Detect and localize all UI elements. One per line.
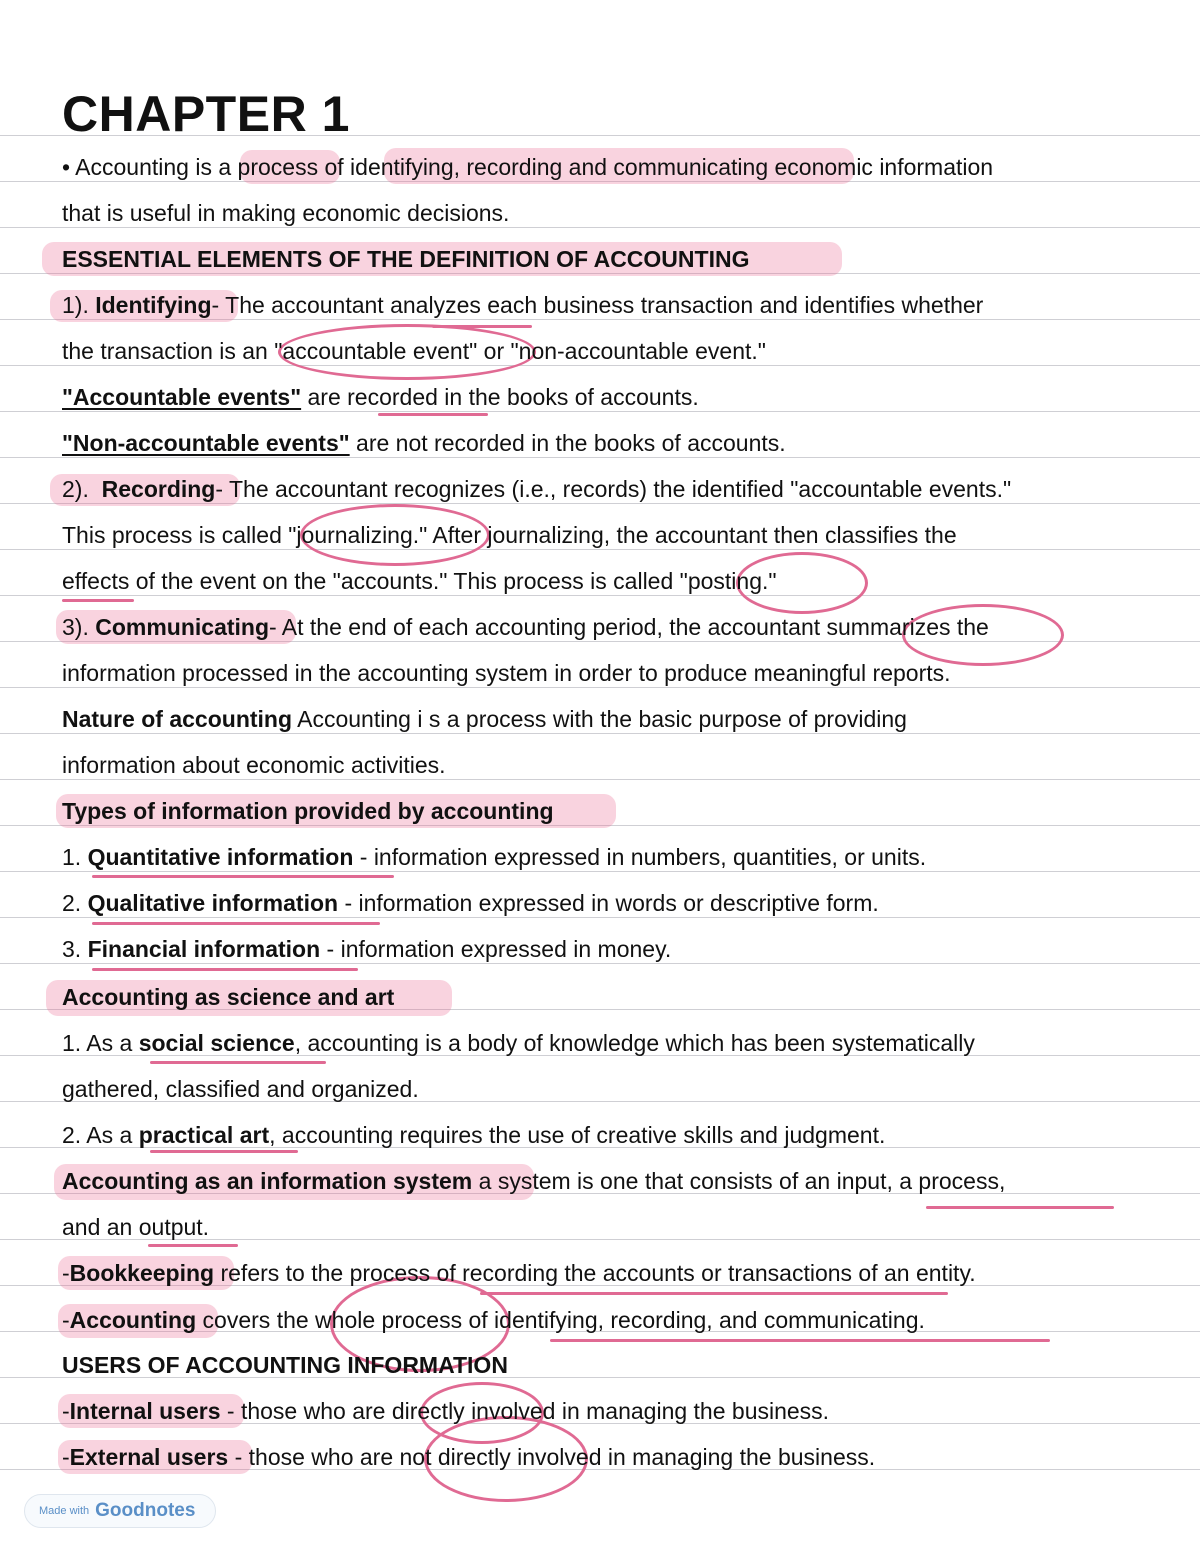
- types-item-quantitative: 1. Quantitative information - information expressed in numbers, quantities, or units.: [62, 844, 927, 870]
- science-art-heading: Accounting as science and art: [62, 984, 395, 1010]
- recording-line-1: 2). Recording- The accountant recognizes (i.e., records) the identified "accountable events.": [62, 476, 1012, 502]
- types-item-qualitative: 2. Qualitative information - information expressed in words or descriptive form.: [62, 890, 879, 916]
- external-users-line: -External users - those who are not directly involved in managing the business.: [62, 1444, 876, 1470]
- recording-line-3: effects of the event on the "accounts." This process is called "posting.": [62, 568, 777, 594]
- info-system-line-2: and an output.: [62, 1214, 210, 1240]
- practical-art-line: 2. As a practical art, accounting requires the use of creative skills and judgment.: [62, 1122, 886, 1148]
- types-heading: Types of information provided by accounting: [62, 798, 554, 824]
- non-accountable-events-line: "Non-accountable events" are not recorded in the books of accounts.: [62, 430, 786, 456]
- definition-line-1: • Accounting is a process of identifying, recording and communicating economic information: [62, 154, 994, 180]
- accounting-line: -Accounting covers the whole process of identifying, recording, and communicating.: [62, 1307, 925, 1333]
- communicating-line-2: information processed in the accounting system in order to produce meaningful reports.: [62, 660, 951, 686]
- page-title: CHAPTER 1: [62, 86, 350, 142]
- social-science-line-1: 1. As a social science, accounting is a body of knowledge which has been systematically: [62, 1030, 975, 1056]
- bookkeeping-line: -Bookkeeping refers to the process of recording the accounts or transactions of an entity.: [62, 1260, 976, 1286]
- definition-line-2: that is useful in making economic decisions.: [62, 200, 510, 226]
- badge-brand-text: Goodnotes: [95, 1500, 196, 1521]
- made-with-goodnotes-badge: [24, 1494, 216, 1528]
- types-item-financial: 3. Financial information - information expressed in money.: [62, 936, 672, 962]
- nature-line-2: information about economic activities.: [62, 752, 446, 778]
- info-system-line-1: Accounting as an information system a system is one that consists of an input, a process,: [62, 1168, 1006, 1194]
- users-heading: USERS OF ACCOUNTING INFORMATION: [62, 1352, 508, 1378]
- nature-line-1: Nature of accounting Accounting i s a process with the basic purpose of providing: [62, 706, 907, 732]
- internal-users-line: -Internal users - those who are directly involved in managing the business.: [62, 1398, 830, 1424]
- essential-heading: ESSENTIAL ELEMENTS OF THE DEFINITION OF ACCOUNTING: [62, 246, 750, 272]
- recording-line-2: This process is called "journalizing." After journalizing, the accountant then classifies the: [62, 522, 957, 548]
- communicating-line-1: 3). Communicating- At the end of each accounting period, the accountant summarizes the: [62, 614, 989, 640]
- identifying-line-2: the transaction is an "accountable event" or "non-accountable event.": [62, 338, 766, 364]
- identifying-line-1: 1). Identifying- The accountant analyzes each business transaction and identifies whether: [62, 292, 984, 318]
- social-science-line-2: gathered, classified and organized.: [62, 1076, 419, 1102]
- badge-small-text: Made with: [39, 1505, 90, 1517]
- accountable-events-line: "Accountable events" are recorded in the books of accounts.: [62, 384, 699, 410]
